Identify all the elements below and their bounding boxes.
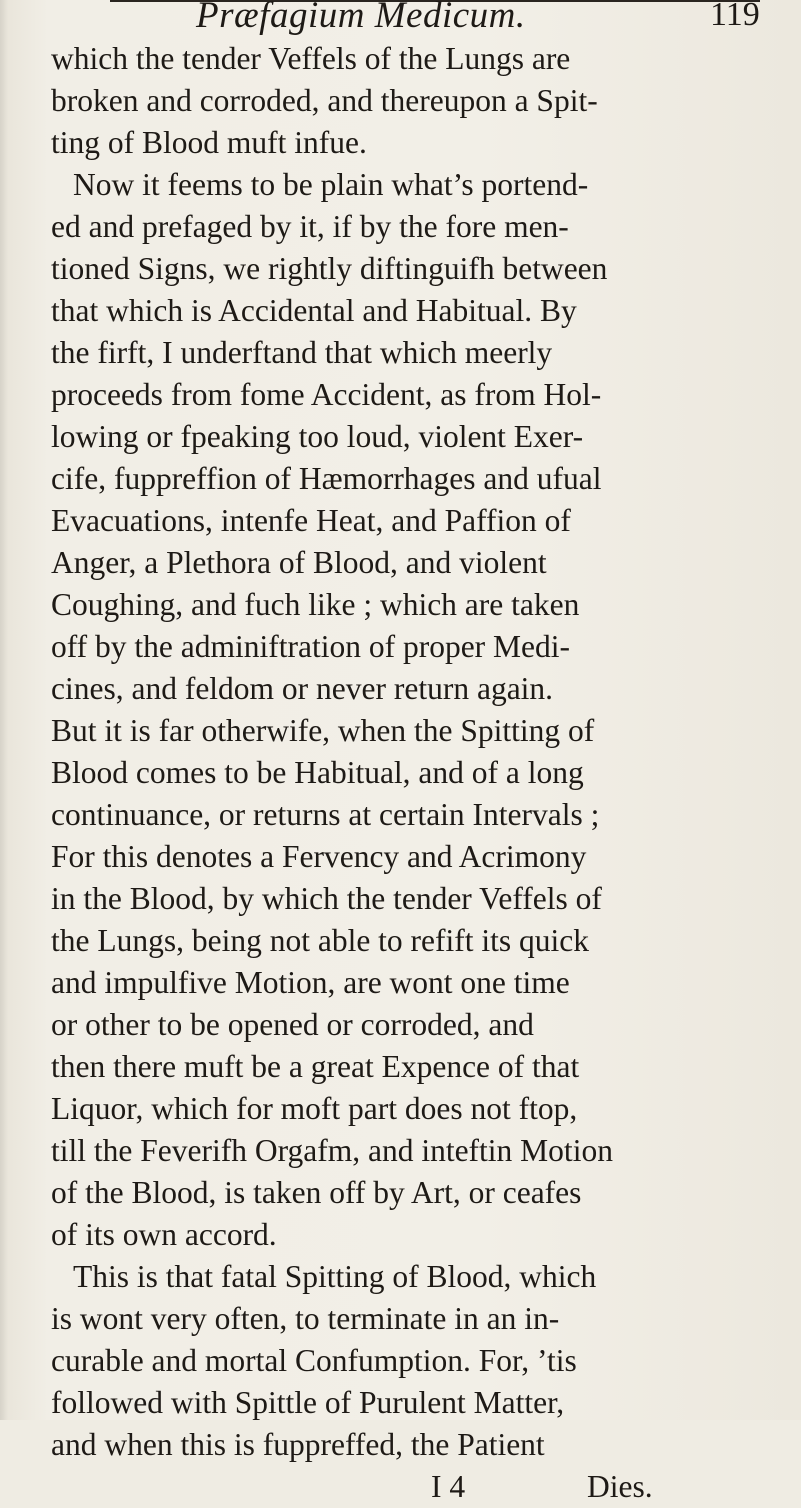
text-line: of its own accord. xyxy=(51,1217,277,1252)
running-head xyxy=(0,0,801,36)
page-number: 119 xyxy=(710,0,760,33)
text-line: broken and corroded, and thereupon a Spit- xyxy=(51,83,598,118)
text-line: of the Blood, is taken off by Art, or ceafes xyxy=(51,1175,582,1210)
text-line: Anger, a Plethora of Blood, and violent xyxy=(51,545,547,580)
text-line: is wont very often, to terminate in an in- xyxy=(51,1301,560,1336)
text-line: But it is far otherwife, when the Spitting of xyxy=(51,713,595,748)
catchword: Dies. xyxy=(587,1469,653,1504)
text-line: proceeds from fome Accident, as from Hol- xyxy=(51,377,602,412)
running-title: Præfagium Medicum. xyxy=(196,0,526,36)
text-line: off by the adminiftration of proper Medi- xyxy=(51,629,571,664)
text-line: ed and prefaged by it, if by the fore men- xyxy=(51,209,569,244)
text-line: Now it feems to be plain what’s portend- xyxy=(73,167,589,202)
text-line: in the Blood, by which the tender Veffels of xyxy=(51,881,602,916)
text-line: This is that fatal Spitting of Blood, which xyxy=(73,1259,597,1294)
text-line: Evacuations, intenfe Heat, and Paffion of xyxy=(51,503,571,538)
text-line: the Lungs, being not able to refift its quick xyxy=(51,923,590,958)
text-line: ting of Blood muft infue. xyxy=(51,125,367,160)
text-line: then there muft be a great Expence of that xyxy=(51,1049,580,1084)
text-line: curable and mortal Confumption. For, ’tis xyxy=(51,1343,577,1378)
text-line: or other to be opened or corroded, and xyxy=(51,1007,534,1042)
text-line: and when this is fuppreffed, the Patient xyxy=(51,1427,545,1462)
signature-line xyxy=(51,1466,791,1508)
text-line: lowing or fpeaking too loud, violent Exer- xyxy=(51,419,584,454)
text-line: For this denotes a Fervency and Acrimony xyxy=(51,839,587,874)
gutter-shadow xyxy=(0,0,8,1420)
text-line: Blood comes to be Habitual, and of a long xyxy=(51,755,584,790)
text-line: Coughing, and fuch like ; which are taken xyxy=(51,587,580,622)
text-line: cife, fuppreffion of Hæmorrhages and ufual xyxy=(51,461,602,496)
text-line: Liquor, which for moft part does not ftop, xyxy=(51,1091,578,1126)
text-line: till the Feverifh Orgafm, and inteftin Motion xyxy=(51,1133,613,1168)
text-line: followed with Spittle of Purulent Matter, xyxy=(51,1385,565,1420)
text-line: and impulfive Motion, are wont one time xyxy=(51,965,570,1000)
body-text xyxy=(51,38,791,1508)
signature-mark: I 4 xyxy=(431,1469,466,1504)
text-line: that which is Accidental and Habitual. By xyxy=(51,293,577,328)
text-line: which the tender Veffels of the Lungs are xyxy=(51,41,571,76)
text-line: continuance, or returns at certain Intervals ; xyxy=(51,797,600,832)
text-line: the firft, I underftand that which meerly xyxy=(51,335,553,370)
text-line: cines, and feldom or never return again. xyxy=(51,671,554,706)
text-line: tioned Signs, we rightly diftinguifh between xyxy=(51,251,608,286)
